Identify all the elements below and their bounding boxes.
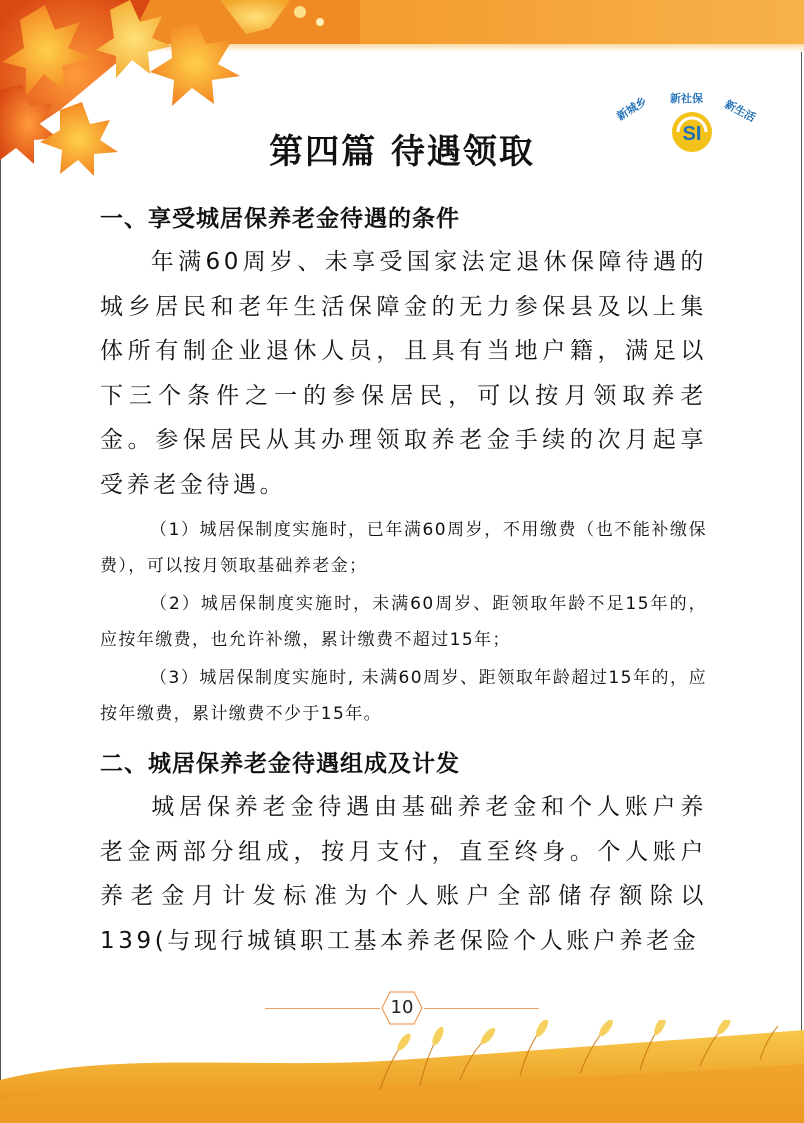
section2-paragraph-text: 城居保养老金待遇由基础养老金和个人账户养老金两部分组成，按月支付，直至终身。个人账户养老金月计发标准为个人账户全部储存额除以139(与现行城镇职工基本养老保险个人账户养老金: [100, 794, 707, 954]
page-title: 第四篇 待遇领取: [269, 132, 535, 172]
section2-paragraph: [100, 785, 707, 963]
logo-text-new-social-security: 新社保: [670, 92, 703, 105]
section1-paragraph-text: 年满60周岁、未享受国家法定退休保障待遇的城乡居民和老年生活保障金的无力参保县及以上集体所有制企业退休人员，且具有当地户籍，满足以下三个条件之一的参保居民，可以按月领取养老金。参保居民从其办理领取养老金手续的次月起享受养老金待遇。: [100, 249, 707, 498]
section1-paragraph: [100, 240, 707, 507]
section1-heading: 一、享受城居保养老金待遇的条件: [100, 206, 460, 232]
wheat-field-decoration: [0, 1020, 804, 1123]
section2-heading: 二、城居保养老金待遇组成及计发: [100, 751, 460, 777]
logo-text-new-urban-rural: 新城乡: [614, 94, 650, 124]
footer-line-left: [265, 1008, 380, 1009]
footer-line-right: [424, 1008, 539, 1009]
si-emblem-text: SI: [682, 123, 702, 145]
condition-3: （3）城居保制度实施时, 未满60周岁、距领取年龄超过15年的，应按年缴费，累计缴费不少于15年。: [100, 668, 707, 724]
condition-2: （2）城居保制度实施时，未满60周岁、距领取年龄不足15年的，应按年缴费，也允许补缴，累计缴费不超过15年；: [100, 594, 707, 650]
page-number-text: 10: [390, 997, 414, 1018]
condition-1: （1）城居保制度实施时，已年满60周岁，不用缴费（也不能补缴保费），可以按月领取基础养老金；: [100, 520, 707, 576]
logo-text-new-life: 新生活: [722, 97, 758, 125]
